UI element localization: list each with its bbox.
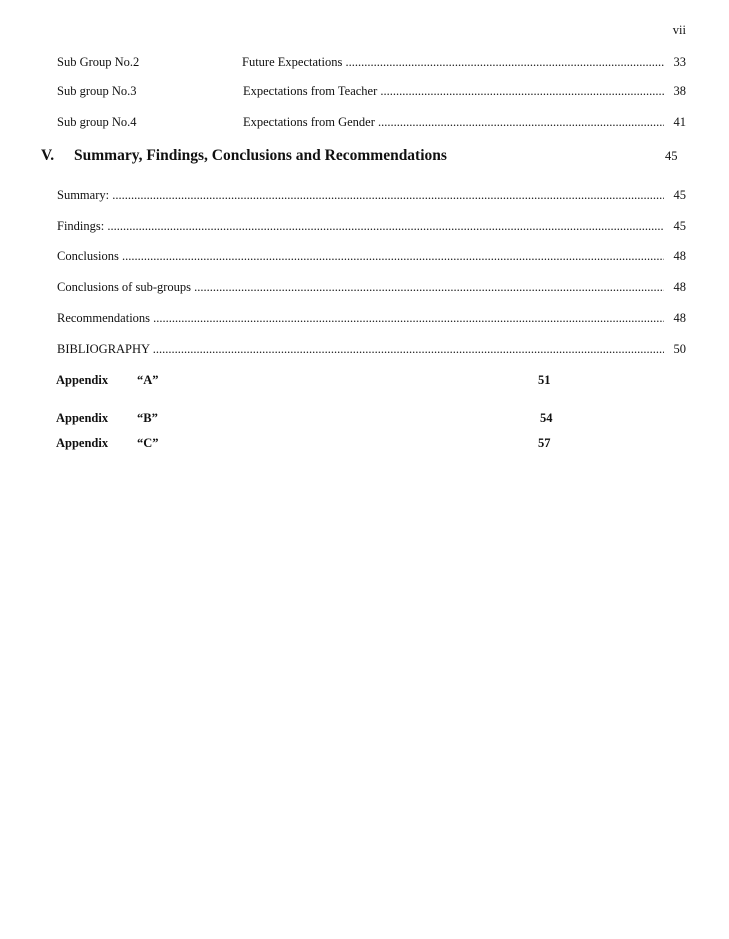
appendix-page-number: 57 [538,436,551,450]
toc-page-number: 33 [666,54,686,70]
toc-entry-bibliography[interactable] [57,341,686,357]
toc-entry-title: Future Expectations ..... [242,54,664,70]
toc-entry-sub-group-3[interactable] [57,83,686,99]
toc-entry-title: Findings: ..... [57,218,664,234]
toc-page-number: 50 [666,341,686,357]
sub-group-label: Sub Group No.2 [57,55,140,69]
toc-entry-title: Expectations from Gender ..... [243,114,664,130]
toc-entry-conclusions[interactable] [57,248,686,264]
toc-entry-title: Expectations from Teacher ..... [243,83,664,99]
page-number: vii [672,23,686,37]
appendix-letter: “B” [137,411,158,425]
sub-group-label: Sub group No.4 [57,115,137,129]
toc-entry-sub-group-2[interactable] [57,54,686,70]
appendix-page-number: 54 [540,411,553,425]
toc-entry-title: Conclusions ..... [57,248,664,264]
section-number: V. [41,147,55,164]
appendix-label: Appendix [56,436,109,450]
section-v-heading[interactable] [41,146,681,166]
toc-entry-title: Summary: ..... [57,187,664,203]
appendix-letter: “C” [137,436,159,450]
toc-page-number: 45 [666,187,686,203]
toc-entry-appendix-c[interactable] [56,435,556,451]
toc-entry-appendix-a[interactable] [56,372,556,388]
appendix-label: Appendix [56,373,109,387]
toc-entry-sub-group-4[interactable] [57,114,686,130]
section-title: Summary, Findings, Conclusions and Recommendations [74,147,447,164]
toc-entry-title: Recommendations ..... [57,310,664,326]
toc-entry-recommendations[interactable] [57,310,686,326]
toc-entry-findings[interactable] [57,218,686,234]
toc-page-number: 48 [666,310,686,326]
toc-page-number: 48 [666,248,686,264]
toc-entry-title: Conclusions of sub-groups ..... [57,279,664,295]
appendix-label: Appendix [56,411,109,425]
appendix-letter: “A” [137,373,159,387]
section-page-number: 45 [665,149,678,163]
toc-page-number: 45 [666,218,686,234]
toc-page-number: 41 [666,114,686,130]
toc-entry-summary[interactable] [57,187,686,203]
toc-entry-title: BIBLIOGRAPHY ..... [57,341,664,357]
appendix-page-number: 51 [538,373,551,387]
sub-group-label: Sub group No.3 [57,84,137,98]
toc-page-number: 38 [666,83,686,99]
toc-page-number: 48 [666,279,686,295]
toc-entry-appendix-b[interactable] [56,410,556,426]
toc-entry-conclusions-sub-groups[interactable] [57,279,686,295]
